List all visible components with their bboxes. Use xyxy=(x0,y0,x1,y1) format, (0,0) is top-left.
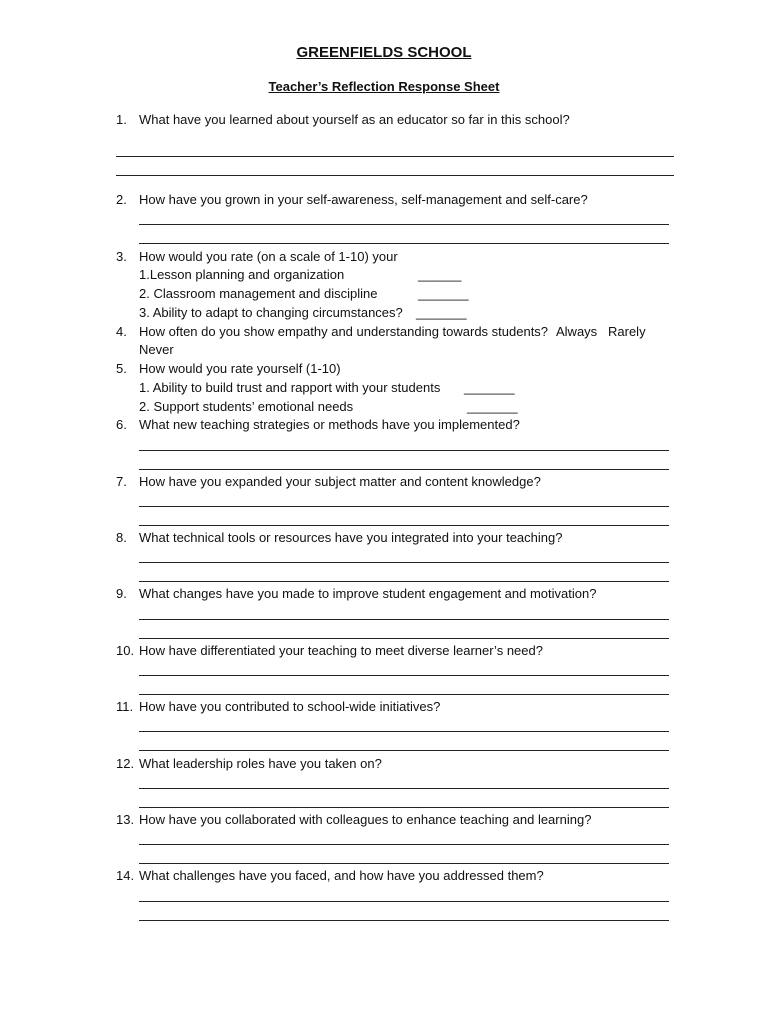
question-text: How have differentiated your teaching to meet diverse learner’s need? xyxy=(139,643,543,658)
answer-line[interactable] xyxy=(139,750,669,751)
answer-line[interactable] xyxy=(139,469,669,470)
answer-line[interactable] xyxy=(139,619,669,620)
question-number: 2. xyxy=(116,192,127,207)
rating-blank[interactable]: _______ xyxy=(418,286,469,301)
question-number: 14. xyxy=(116,868,135,883)
answer-line[interactable] xyxy=(139,243,669,244)
option-always[interactable]: Always xyxy=(556,324,598,339)
question-text: How have you contributed to school-wide initiatives? xyxy=(139,699,441,714)
question-number: 8. xyxy=(116,530,127,545)
question-text: How would you rate (on a scale of 1-10) your xyxy=(139,249,398,264)
question-number: 9. xyxy=(116,586,127,601)
rating-item-label: 3. Ability to adapt to changing circumstances? xyxy=(139,305,403,320)
question-number: 5. xyxy=(116,361,127,376)
rating-item-label: 2. Support students’ emotional needs xyxy=(139,399,354,414)
question-text: What leadership roles have you taken on? xyxy=(139,756,382,771)
sheet-title: Teacher’s Reflection Response Sheet xyxy=(268,79,500,94)
question-text: How have you expanded your subject matter and content knowledge? xyxy=(139,474,541,489)
answer-line[interactable] xyxy=(139,863,669,864)
answer-line[interactable] xyxy=(139,807,669,808)
rating-item-label: 1. Ability to build trust and rapport with your students xyxy=(139,380,441,395)
question-text: How have you collaborated with colleagues to enhance teaching and learning? xyxy=(139,812,592,827)
school-title: GREENFIELDS SCHOOL xyxy=(296,44,472,61)
question-number: 10. xyxy=(116,643,135,658)
answer-line[interactable] xyxy=(139,844,669,845)
answer-line[interactable] xyxy=(139,581,669,582)
question-number: 6. xyxy=(116,417,127,432)
question-number: 11. xyxy=(116,699,134,714)
question-text: What technical tools or resources have you integrated into your teaching? xyxy=(139,530,563,545)
question-text: How would you rate yourself (1-10) xyxy=(139,361,341,376)
question-number: 3. xyxy=(116,249,127,264)
answer-line[interactable] xyxy=(139,788,669,789)
answer-line[interactable] xyxy=(139,562,669,563)
answer-line[interactable] xyxy=(139,638,669,639)
answer-line[interactable] xyxy=(116,156,674,157)
option-rarely[interactable]: Rarely xyxy=(608,324,646,339)
answer-line[interactable] xyxy=(139,920,669,921)
answer-line[interactable] xyxy=(116,175,674,176)
option-never[interactable]: Never xyxy=(139,342,174,357)
question-number: 7. xyxy=(116,474,127,489)
answer-line[interactable] xyxy=(139,901,669,902)
answer-line[interactable] xyxy=(139,731,669,732)
question-text: What challenges have you faced, and how have you addressed them? xyxy=(139,868,544,883)
rating-blank[interactable]: _______ xyxy=(416,305,467,320)
answer-line[interactable] xyxy=(139,525,669,526)
question-text: What new teaching strategies or methods have you implemented? xyxy=(139,417,520,432)
rating-item-label: 2. Classroom management and discipline xyxy=(139,286,378,301)
rating-blank[interactable]: ______ xyxy=(418,267,462,282)
answer-line[interactable] xyxy=(139,450,669,451)
question-number: 1. xyxy=(116,112,127,127)
question-number: 13. xyxy=(116,812,135,827)
question-number: 4. xyxy=(116,324,127,339)
question-text: What have you learned about yourself as an educator so far in this school? xyxy=(139,112,570,127)
question-number: 12. xyxy=(116,756,135,771)
question-text: What changes have you made to improve student engagement and motivation? xyxy=(139,586,597,601)
question-text: How have you grown in your self-awareness, self-management and self-care? xyxy=(139,192,588,207)
answer-line[interactable] xyxy=(139,675,669,676)
rating-blank[interactable]: _______ xyxy=(467,399,518,414)
question-text: How often do you show empathy and understanding towards students? xyxy=(139,324,549,339)
answer-line[interactable] xyxy=(139,224,669,225)
rating-item-label: 1.Lesson planning and organization xyxy=(139,267,345,282)
answer-line[interactable] xyxy=(139,694,669,695)
rating-blank[interactable]: _______ xyxy=(464,380,515,395)
answer-line[interactable] xyxy=(139,506,669,507)
